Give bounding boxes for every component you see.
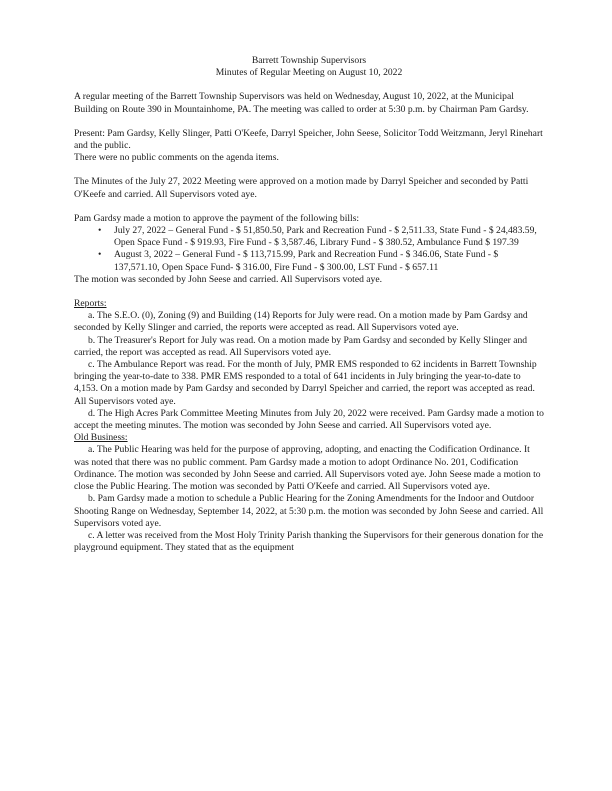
- old-business-item-c: c. A letter was received from the Most Holy Trinity Parish thanking the Supervisors for their generous donation for the playground equipment. They stated that as the equipment: [74, 529, 544, 554]
- bills-closing: The motion was seconded by John Seese and carried. All Supervisors voted aye.: [74, 273, 382, 285]
- bullet-icon: •: [98, 249, 102, 261]
- document-title: Barrett Township Supervisors: [251, 55, 367, 66]
- list-item: [98, 225, 544, 249]
- document-subtitle: Minutes of Regular Meeting on August 10, 2022: [215, 67, 403, 79]
- reports-heading: Reports:: [74, 298, 107, 310]
- minutes-approval-paragraph: The Minutes of the July 27, 2022 Meeting were approved on a motion made by Darryl Speicher and seconded by Patti O'Keefe and carried. All Supervisors voted aye.: [74, 176, 529, 200]
- old-business-item-a: a. The Public Hearing was held for the purpose of approving, adopting, and enacting the Codification Ordinance. It was noted that there was no public comment. Pam Gardsy made a motion to adopt Ordinance No. 201, Codification Ordinance. The motion was seconded by John Seese and carried. All Supervisors voted aye. John Seese made a motion to close the Public Hearing. The motion was seconded by Patti O'Keefe and carried. All Supervisors voted aye.: [74, 444, 541, 493]
- bills-list: [74, 225, 544, 274]
- report-item-b: b. The Treasurer's Report for July was read. On a motion made by Pam Gardsy and seconded by Kelly Slinger and carried, the report was accepted as read. All Supervisors voted aye.: [74, 334, 528, 358]
- bills-intro: Pam Gardsy made a motion to approve the payment of the following bills:: [74, 212, 360, 224]
- old-business-heading: Old Business:: [74, 432, 128, 444]
- bill-item-text: August 3, 2022 – General Fund - $ 113,715.99, Park and Recreation Fund - $ 346.06, State Fund - $ 137,571.10, Open Space Fund- $ 316.00, Fire Fund - $ 300.00, LST Fund - $ 657.11: [114, 249, 499, 273]
- report-item-d: d. The High Acres Park Committee Meeting Minutes from July 20, 2022 were received. Pam Gardsy made a motion to accept the meeting minutes. The motion was seconded by John Seese and carried. All Supervisors voted aye.: [74, 407, 544, 432]
- intro-paragraph: A regular meeting of the Barrett Township Supervisors was held on Wednesday, August 10, 2022, at the Municipal Building on Route 390 in Mountainhome, PA. The meeting was called to order at 5:30 p.m. by Chairman Pam Gardsy.: [74, 91, 529, 115]
- old-business-item-b: b. Pam Gardsy made a motion to schedule a Public Hearing for the Zoning Amendments for the Indoor and Outdoor Shooting Range on Wednesday, September 14, 2022, at 5:30 p.m. the motion was seconded by John Seese and carried. All Supervisors voted aye.: [74, 493, 544, 529]
- report-item-c: c. The Ambulance Report was read. For the month of July, PMR EMS responded to 62 incidents in Barrett Township bringing the year-to-date to 338. PMR EMS responded to a total of 641 incidents in July bringing the year-to-date to 4,153. On a motion made by Pam Gardsy and seconded by Darryl Speicher and carried, the report was accepted as read. All Supervisors voted aye.: [74, 359, 537, 407]
- minutes-document: [74, 55, 544, 554]
- present-line: Present: Pam Gardsy, Kelly Slinger, Patti O'Keefe, Darryl Speicher, John Seese, Solicitor Todd Weitzmann, Jeryl Rinehart and the public.: [74, 127, 543, 152]
- report-item-a: a. The S.E.O. (0), Zoning (9) and Building (14) Reports for July were read. On a motion made by Pam Gardsy and seconded by Kelly Slinger and carried, the reports were accepted as read. All Supervisors voted aye.: [74, 310, 528, 334]
- list-item: [98, 249, 544, 273]
- bill-item-text: July 27, 2022 – General Fund - $ 51,850.50, Park and Recreation Fund - $ 2,511.33, State Fund - $ 24,483.59, Open Space Fund - $ 919.93, Fire Fund - $ 3,587.46, Library Fund - $ 380.52, Ambulance Fund $ 197.39: [114, 225, 537, 249]
- public-comments-line: There were no public comments on the agenda items.: [74, 152, 279, 164]
- bullet-icon: •: [98, 225, 102, 237]
